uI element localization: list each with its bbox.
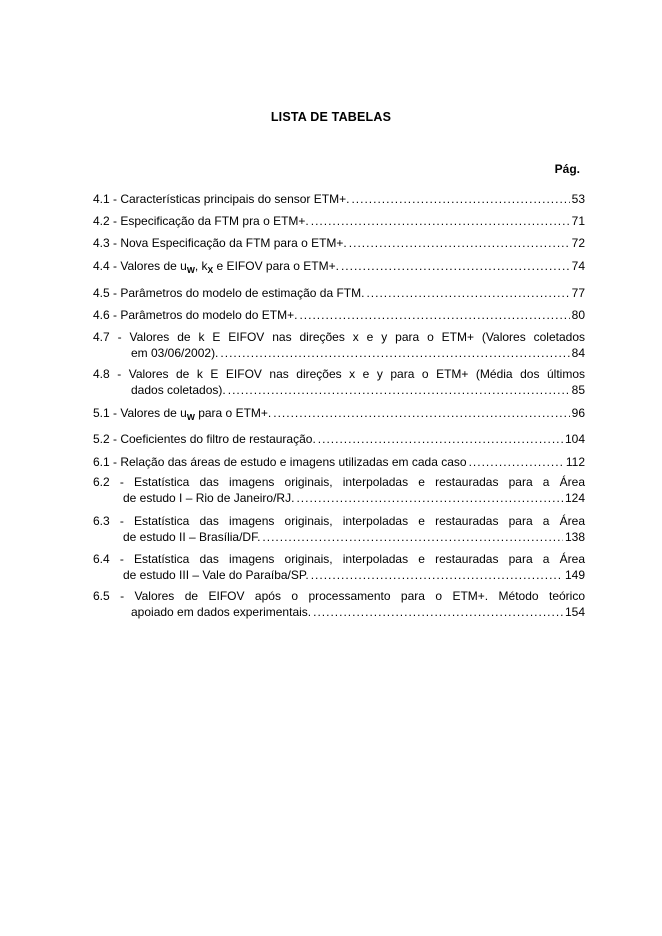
entry-text-line1: 6.3 - Estatística das imagens originais, interpoladas e restauradas para a Área	[93, 514, 585, 528]
entry-text	[93, 405, 271, 425]
entry-text-part: para o ETM+.	[194, 406, 272, 420]
entry-text-line2: de estudo II – Brasília/DF.	[123, 530, 261, 544]
table-entry-6-1[interactable]	[93, 454, 585, 470]
dot-leader	[311, 213, 570, 229]
entry-page: 138	[564, 530, 585, 544]
entry-text-line2: dados coletados).	[131, 383, 226, 397]
table-entry-6-4[interactable]	[93, 551, 585, 583]
entry-text: 6.1 - Relação das áreas de estudo e imagens utilizadas em cada caso	[93, 455, 467, 469]
dot-leader	[220, 345, 569, 361]
dot-leader	[318, 431, 563, 447]
entry-text: 4.3 - Nova Especificação da FTM para o ETM+.	[93, 236, 347, 250]
dot-leader	[366, 285, 569, 301]
table-entry-4-5[interactable]	[93, 285, 585, 301]
table-entry-4-6[interactable]	[93, 307, 585, 323]
dot-leader	[273, 405, 569, 421]
dot-leader	[469, 454, 564, 470]
table-entry-4-3[interactable]	[93, 235, 585, 251]
subscript: X	[207, 265, 214, 275]
entry-page: 112	[565, 455, 585, 469]
entry-page: 96	[571, 406, 585, 420]
entry-page: 124	[564, 491, 585, 505]
entry-text-line2: apoiado em dados experimentais.	[131, 605, 312, 619]
entry-text: 4.2 - Especificação da FTM pra o ETM+.	[93, 214, 309, 228]
dot-leader	[262, 529, 563, 545]
entry-text: 4.5 - Parâmetros do modelo de estimação da FTM.	[93, 286, 365, 300]
entry-text-line1: 4.8 - Valores de k E EIFOV nas direções x e y para o ETM+ (Média dos últimos	[93, 367, 585, 381]
entry-text: 4.6 - Parâmetros do modelo do ETM+.	[93, 308, 298, 322]
entry-text-part: , k	[194, 259, 208, 273]
table-entry-4-2[interactable]	[93, 213, 585, 229]
table-entry-6-2[interactable]	[93, 474, 585, 506]
entry-text-line2: de estudo III – Vale do Paraíba/SP.	[123, 568, 309, 582]
entry-page: 154	[564, 605, 585, 619]
entry-page: 53	[571, 192, 585, 206]
entry-text: 4.1 - Características principais do sensor ETM+.	[93, 192, 350, 206]
subscript: W	[186, 412, 195, 422]
entry-page: 72	[571, 236, 585, 250]
dot-leader	[313, 604, 563, 620]
table-entry-4-7[interactable]	[93, 329, 585, 361]
dot-leader	[228, 382, 570, 398]
table-entry-4-4[interactable]	[93, 258, 585, 278]
entry-page: 74	[571, 259, 585, 273]
entry-text-line1: 6.4 - Estatística das imagens originais, interpoladas e restauradas para a Área	[93, 552, 585, 566]
entry-text-part: 4.4 - Valores de u	[93, 259, 187, 273]
entry-text-part: 5.1 - Valores de u	[93, 406, 187, 420]
entry-text-part: e EIFOV para o ETM+.	[213, 259, 339, 273]
dot-leader	[299, 307, 569, 323]
subscript: W	[186, 265, 195, 275]
table-entry-4-1[interactable]	[93, 191, 585, 207]
dot-leader	[351, 191, 569, 207]
page-title: LISTA DE TABELAS	[270, 110, 392, 124]
table-entry-5-1[interactable]	[93, 405, 585, 425]
entry-text-line1: 6.2 - Estatística das imagens originais, interpoladas e restauradas para a Área	[93, 475, 585, 489]
table-entry-5-2[interactable]	[93, 431, 585, 447]
dot-leader	[296, 490, 563, 506]
table-entry-4-8[interactable]	[93, 366, 585, 398]
dot-leader	[341, 258, 570, 274]
page-column-label: Pág.	[554, 162, 580, 176]
entry-page: 84	[571, 346, 585, 360]
entry-page: 71	[571, 214, 585, 228]
dot-leader	[349, 235, 570, 251]
entry-text: 5.2 - Coeficientes do filtro de restauração.	[93, 432, 316, 446]
entry-text-line1: 4.7 - Valores de k E EIFOV nas direções x e y para o ETM+ (Valores coletados	[93, 330, 585, 344]
entry-page: 104	[564, 432, 585, 446]
entry-page: 85	[571, 383, 585, 397]
entry-page: 80	[571, 308, 585, 322]
entry-text	[93, 258, 339, 278]
table-entry-6-5[interactable]	[93, 588, 585, 620]
entry-text-line2: em 03/06/2002).	[131, 346, 219, 360]
table-entry-6-3[interactable]	[93, 513, 585, 545]
entry-text-line1: 6.5 - Valores de EIFOV após o processamento para o ETM+. Método teórico	[93, 589, 585, 603]
entry-text-line2: de estudo I – Rio de Janeiro/RJ.	[123, 491, 295, 505]
entry-page: 149	[564, 568, 585, 582]
dot-leader	[311, 567, 563, 583]
entry-page: 77	[571, 286, 585, 300]
